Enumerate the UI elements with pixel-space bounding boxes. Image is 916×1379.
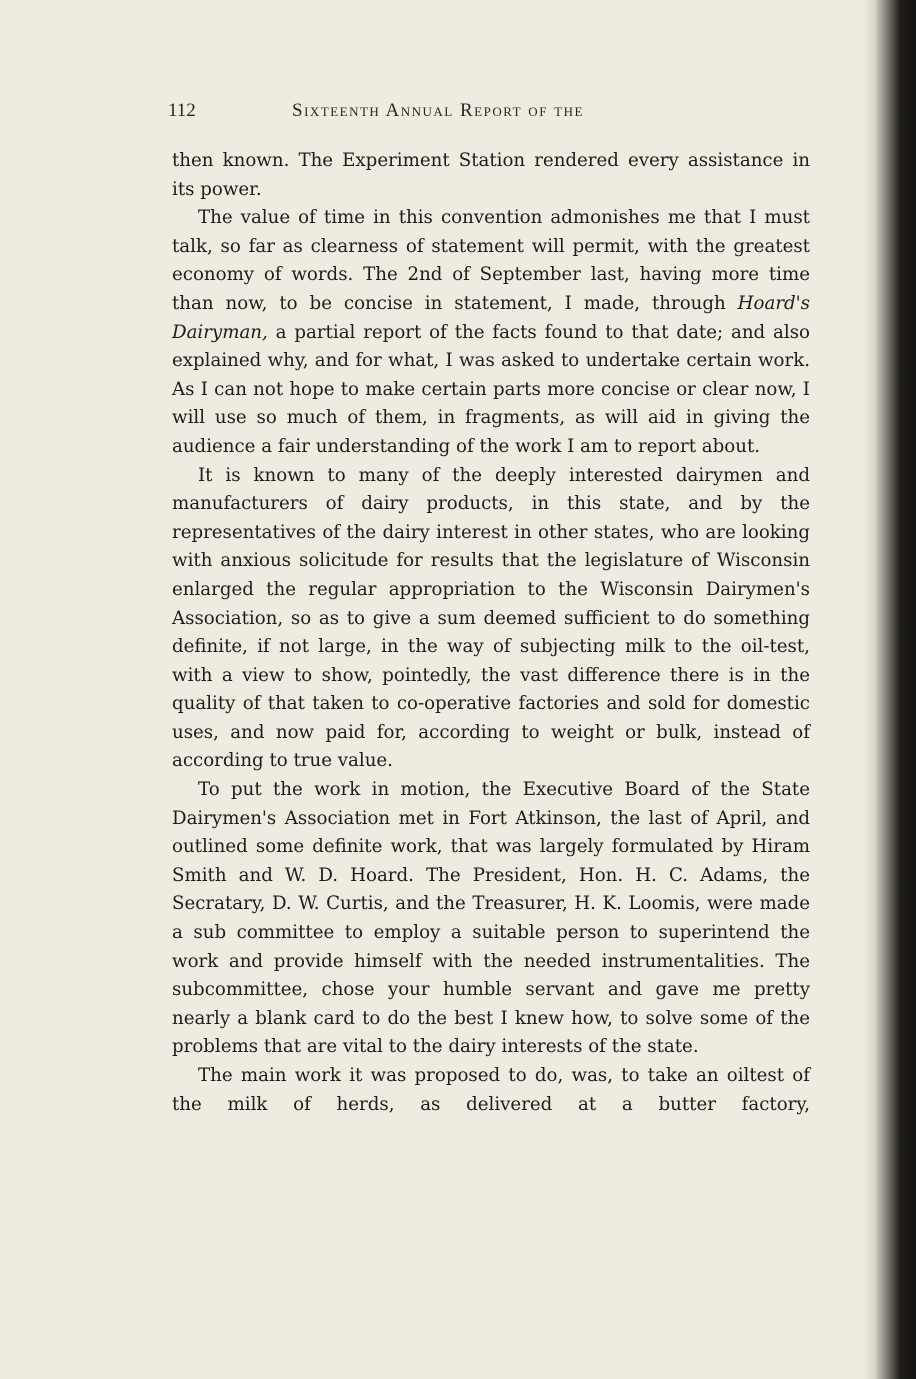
gutter-shadow [862,0,876,1379]
paragraph-5: The main work it was proposed to do, was, to take an oiltest of the milk of herds, as delivered at a butter factory, [172,1065,810,1115]
paragraph-4: To put the work in motion, the Executive Board of the State Dairymen's Association met in Fort Atkinson, the last of April, and outlined some definite work, that was largely formulated by Hiram Smith and W. D. Hoard. The President, Hon. H. C. Adams, the Secratary, D. W. Curtis, and the Treasurer, H. K. Loomis, were made a sub committee to employ a suitable person to superintend the work and provide himself with the needed instrumentalities. The subcommittee, chose your humble servant and gave me pretty nearly a blank card to do the best I knew how, to solve some of the problems that are vital to the dairy interests of the state. [172,779,810,1058]
running-title: Sixteenth Annual Report of the [292,100,584,121]
paragraph-2-text-a: The value of time in this convention admonishes me that I must talk, so far as clearness of statement will permit, with the greatest economy of words. The 2nd of September last, having more time than now, to be concise in statement, I made, through [172,207,810,314]
paragraph-2 [172,204,810,461]
running-head [168,100,688,130]
paragraph-2-text-b: a partial report of the facts found to that date; and also explained why, and for what, I was asked to undertake certain work. As I can not hope to make certain parts more concise or clear now, I will use so much of them, in fragments, as will aid in giving the audience a fair understanding of the work I am to report about. [172,321,810,457]
body-text [172,147,810,1119]
paragraph-3: It is known to many of the deeply interested dairymen and manufacturers of dairy products, in this state, and by the representatives of the dairy interest in other states, who are looking with anxious solicitude for results that the legislature of Wisconsin enlarged the regular appropriation to the Wisconsin Dairymen's Association, so as to give a sum deemed sufficient to do something definite, if not large, in the way of subjecting milk to the oil-test, with a view to show, pointedly, the vast difference there is in the quality of that taken to co-operative factories and sold for domestic uses, and now paid for, according to weight or bulk, instead of according to true value. [172,464,810,772]
page-number: 112 [168,100,196,121]
publication-title: Hoard's Dairyman, [172,292,810,343]
book-spine-edge [876,0,916,1379]
paragraph-1: then known. The Experiment Station rendered every assistance in its power. [172,150,810,200]
